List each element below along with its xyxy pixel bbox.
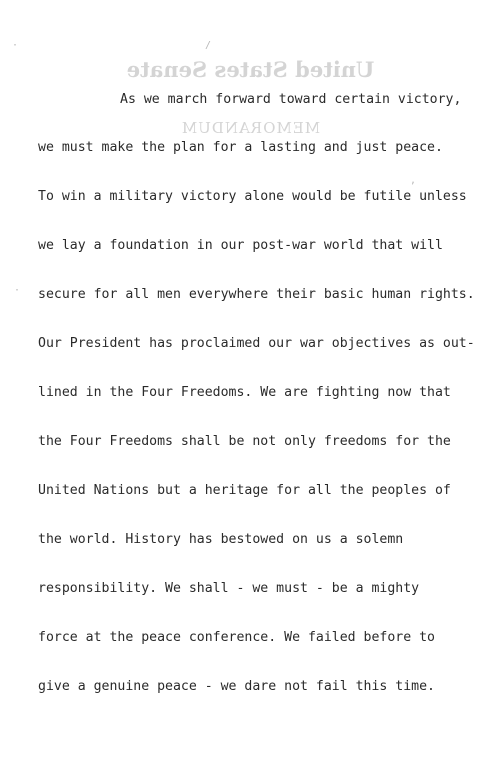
text-line-5: secure for all men everywhere their basic human rights. (38, 287, 475, 302)
text-line-7: lined in the Four Freedoms. We are fighting now that (38, 385, 451, 400)
text-line-11: responsibility. We shall - we must - be a mighty (38, 581, 420, 596)
margin-speck: · (12, 40, 19, 51)
text-line-9: United Nations but a heritage for all the peoples of (38, 483, 451, 498)
text-line-13: give a genuine peace - we dare not fail this time. (38, 679, 435, 694)
letterhead-bleed-through: United States Senate (126, 57, 375, 82)
text-line-3: To win a military victory alone would be futile unless (38, 189, 467, 204)
memorandum-bleed-through: MEMORANDUM (180, 119, 321, 137)
text-line-2: we must make the plan for a lasting and just peace. (38, 140, 443, 155)
text-line-12: force at the peace conference. We failed before to (38, 630, 435, 645)
text-line-10: the world. History has bestowed on us a solemn (38, 532, 404, 547)
text-line-6: Our President has proclaimed our war objectives as out- (38, 336, 475, 351)
text-line-1: As we march forward toward certain victory, (120, 92, 462, 107)
text-line-4: we lay a foundation in our post-war world that will (38, 238, 443, 253)
text-line-8: the Four Freedoms shall be not only freedoms for the (38, 434, 451, 449)
margin-speck: / (205, 40, 212, 51)
margin-speck: · (14, 285, 21, 296)
margin-speck: , (410, 175, 417, 186)
